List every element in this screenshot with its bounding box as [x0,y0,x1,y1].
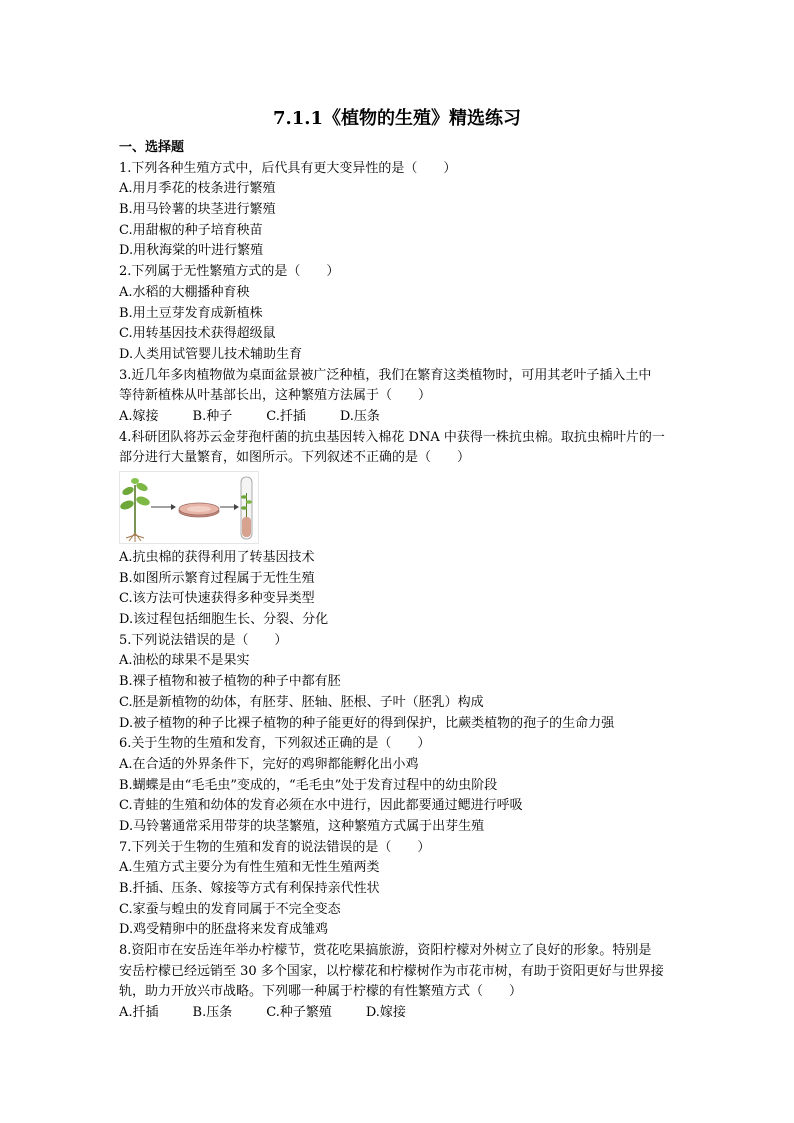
question-4-stem-line-2: 部分进行大量繁育，如图所示。下列叙述不正确的是（ ） [119,450,471,466]
question-2-option-b: B.用土豆芽发育成新植株 [119,305,263,321]
question-6-option-c: C.青蛙的生殖和幼体的发育必须在水中进行，因此都要通过鳃进行呼吸 [119,798,523,814]
question-8-stem-line-2: 安岳柠檬已经远销至 30 多个国家，以柠檬花和柠檬树作为市花市树，有助于资阳更好与世界接 [119,963,664,979]
question-3-option-a: A.嫁接 [119,408,159,424]
section-heading: 一、选择题 [119,140,185,155]
question-2-stem: 2.下列属于无性繁殖方式的是（ ） [119,264,340,280]
question-8-stem-line-1: 8.资阳市在安岳连年举办柠檬节，赏花吃果搞旅游，资阳柠檬对外树立了良好的形象。特别是 [119,943,652,959]
page-title: 7.1.1《植物的生殖》精选练习 [272,108,522,129]
petri-dish-icon [179,503,219,517]
question-6-option-a: A.在合适的外界条件下，完好的鸡卵都能孵化出小鸡 [119,756,419,772]
question-8-option-b: B.压条 [192,1005,233,1021]
question-4-option-c: C.该方法可快速获得多种变异类型 [119,591,315,607]
question-4-option-b: B.如图所示繁育过程属于无性生殖 [119,570,315,586]
question-3-option-d: D.压条 [339,408,380,424]
test-tube-icon [241,477,252,539]
question-list [119,138,707,1024]
question-7-stem: 7.下列关于生物的生殖和发育的说法错误的是（ ） [119,839,431,855]
question-1-option-b: B.用马铃薯的块茎进行繁殖 [119,202,276,218]
question-4-option-d: D.该过程包括细胞生长、分裂、分化 [119,612,329,628]
question-8-stem-line-3: 轨，助力开放兴市战略。下列哪一种属于柠檬的有性繁殖方式（ ） [119,984,523,1000]
question-7-option-b: B.扦插、压条、嫁接等方式有利保持亲代性状 [119,881,380,896]
question-6-option-b: B.蝴蝶是由“毛毛虫”变成的，“毛毛虫”处于发育过程中的幼虫阶段 [119,777,498,793]
question-1-stem: 1.下列各种生殖方式中，后代具有更大变异性的是（ ） [119,160,457,176]
question-5-option-b: B.裸子植物和被子植物的种子中都有胚 [119,674,341,690]
question-3-options [119,407,707,428]
question-1-option-c: C.用甜椒的种子培育秧苗 [119,222,263,238]
question-2-option-d: D.人类用试管婴儿技术辅助生育 [119,346,303,362]
question-7-option-d: D.鸡受精卵中的胚盘将来发育成雏鸡 [119,922,329,938]
question-4-stem-line-1: 4.科研团队将苏云金芽孢杆菌的抗虫基因转入棉花 DNA 中获得一株抗虫棉。取抗虫棉叶片的一 [119,429,665,445]
question-7-option-a: A.生殖方式主要分为有性生殖和无性生殖两类 [119,860,380,876]
question-5-option-c: C.胚是新植物的幼体，有胚芽、胚轴、胚根、子叶（胚乳）构成 [119,694,484,710]
question-6-stem: 6.关于生物的生殖和发育，下列叙述正确的是（ ） [119,736,431,752]
tissue-culture-illustration [119,471,259,544]
question-2-option-c: C.用转基因技术获得超级鼠 [119,326,276,342]
question-5-stem: 5.下列说法错误的是（ ） [119,632,288,648]
tissue-culture-figure [119,471,707,544]
question-3-option-c: C.扦插 [266,408,306,424]
question-5-option-a: A.油松的球果不是果实 [119,653,250,669]
question-8-option-d: D.嫁接 [365,1005,406,1021]
question-8-option-a: A.扦插 [119,1005,159,1021]
question-3-stem-line-1: 3.近几年多肉植物做为桌面盆景被广泛种植，我们在繁育这类植物时，可用其老叶子插入土中 [119,367,652,383]
question-5-option-d: D.被子植物的种子比裸子植物的种子能更好的得到保护，比蕨类植物的孢子的生命力强 [119,715,615,731]
question-3-option-b: B.种子 [192,408,233,424]
question-2-option-a: A.水稻的大棚播种育秧 [119,284,250,300]
question-8-options [119,1003,707,1024]
question-8-option-c: C.种子繁殖 [266,1005,332,1021]
question-3-stem-line-2: 等待新植株从叶基部长出，这种繁殖方法属于（ ） [119,388,432,404]
question-1-option-a: A.用月季花的枝条进行繁殖 [119,181,276,197]
question-7-option-c: C.家蚕与蝗虫的发育同属于不完全变态 [119,901,341,917]
question-6-option-d: D.马铃薯通常采用带芽的块茎繁殖，这种繁殖方式属于出芽生殖 [119,818,485,834]
question-1-option-d: D.用秋海棠的叶进行繁殖 [119,243,264,259]
question-4-option-a: A.抗虫棉的获得利用了转基因技术 [119,550,315,565]
